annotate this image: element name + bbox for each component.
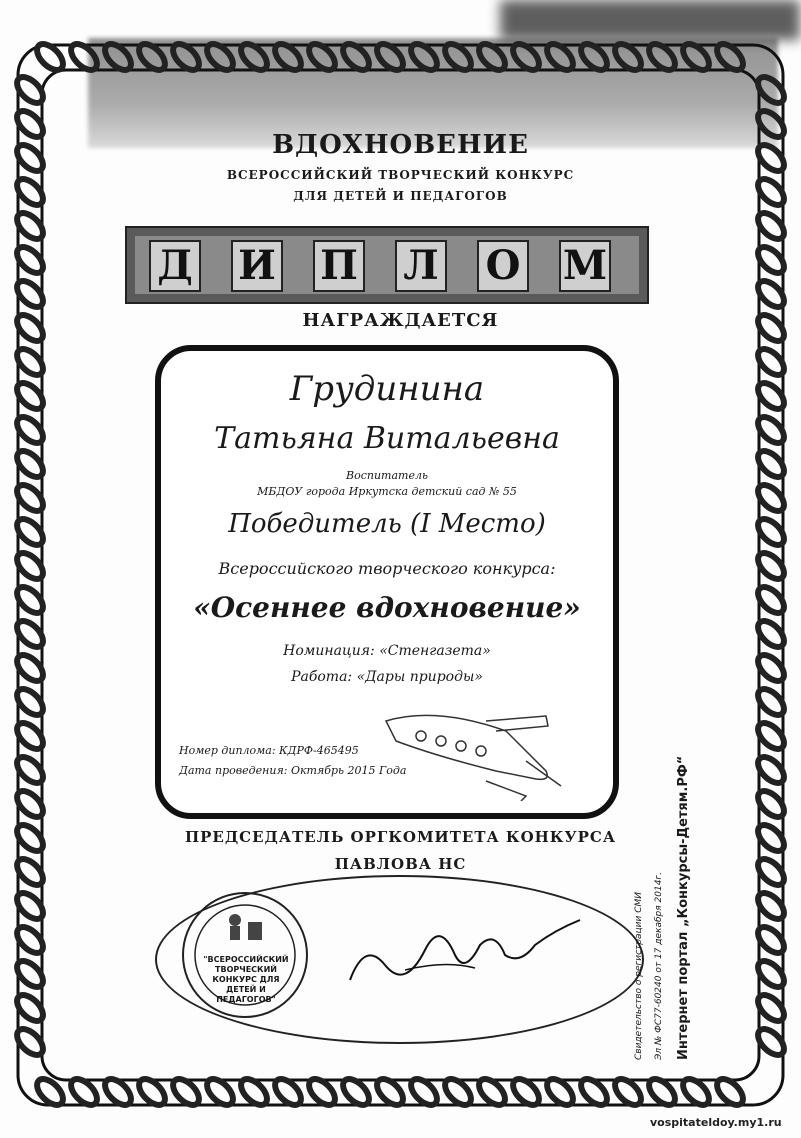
watermark-site: vospitateldoy.my1.ru (650, 1116, 782, 1129)
awarded-label: НАГРАЖДАЕТСЯ (302, 310, 499, 331)
recipient-name: Татьяна Витальевна (214, 421, 560, 456)
registration-line-1: Свидетельство о регистрации СМИ (634, 892, 644, 1060)
recipient-position: Воспитатель (346, 469, 428, 482)
subtitle-line-1: ВСЕРОССИЙСКИЙ ТВОРЧЕСКИЙ КОНКУРС (226, 168, 575, 182)
nomination: Номинация: «Стенгазета» (283, 643, 491, 659)
diploma-banner (125, 226, 649, 304)
stamp-text: "ВСЕРОССИЙСКИЙ ТВОРЧЕСКИЙ КОНКУРС ДЛЯ ДЕТЕЙ И ПЕДАГОГОВ" (203, 955, 289, 1004)
contest-prefix: Всероссийского творческого конкурса: (218, 559, 556, 578)
work-title: Работа: «Дары природы» (291, 669, 483, 685)
diploma-letter: Л (395, 240, 447, 292)
award-result: Победитель (I Место) (228, 509, 546, 539)
recipient-card (155, 345, 619, 819)
chairman-title: ПРЕДСЕДАТЕЛЬ ОРГКОМИТЕТА КОНКУРСА (184, 828, 617, 846)
portal-name: Интернет портал „Конкурсы-Детям.РФ“ (676, 755, 691, 1060)
brand-title: ВДОХНОВЕНИЕ (272, 130, 529, 160)
recipient-surname: Грудинина (289, 369, 485, 409)
diploma-letter: О (477, 240, 529, 292)
event-date: Дата проведения: Октябрь 2015 Года (179, 764, 407, 777)
recipient-organization: МБДОУ города Иркутска детский сад № 55 (257, 485, 517, 498)
diploma-letter: И (231, 240, 283, 292)
diploma-number: Номер диплома: КДРФ-465495 (179, 744, 359, 757)
diploma-letter: М (559, 240, 611, 292)
diploma-letter: П (313, 240, 365, 292)
signature (345, 910, 585, 990)
registration-line-2: Эл № ФС77-60240 от 17 декабря 2014г. (654, 871, 664, 1060)
diploma-letter: Д (149, 240, 201, 292)
rocket-pen-icon (376, 701, 576, 801)
chairman-name: ПАВЛОВА НС (334, 855, 467, 873)
contest-name: «Осеннее вдохновение» (193, 591, 581, 624)
subtitle-line-2: ДЛЯ ДЕТЕЙ И ПЕДАГОГОВ (293, 189, 508, 203)
